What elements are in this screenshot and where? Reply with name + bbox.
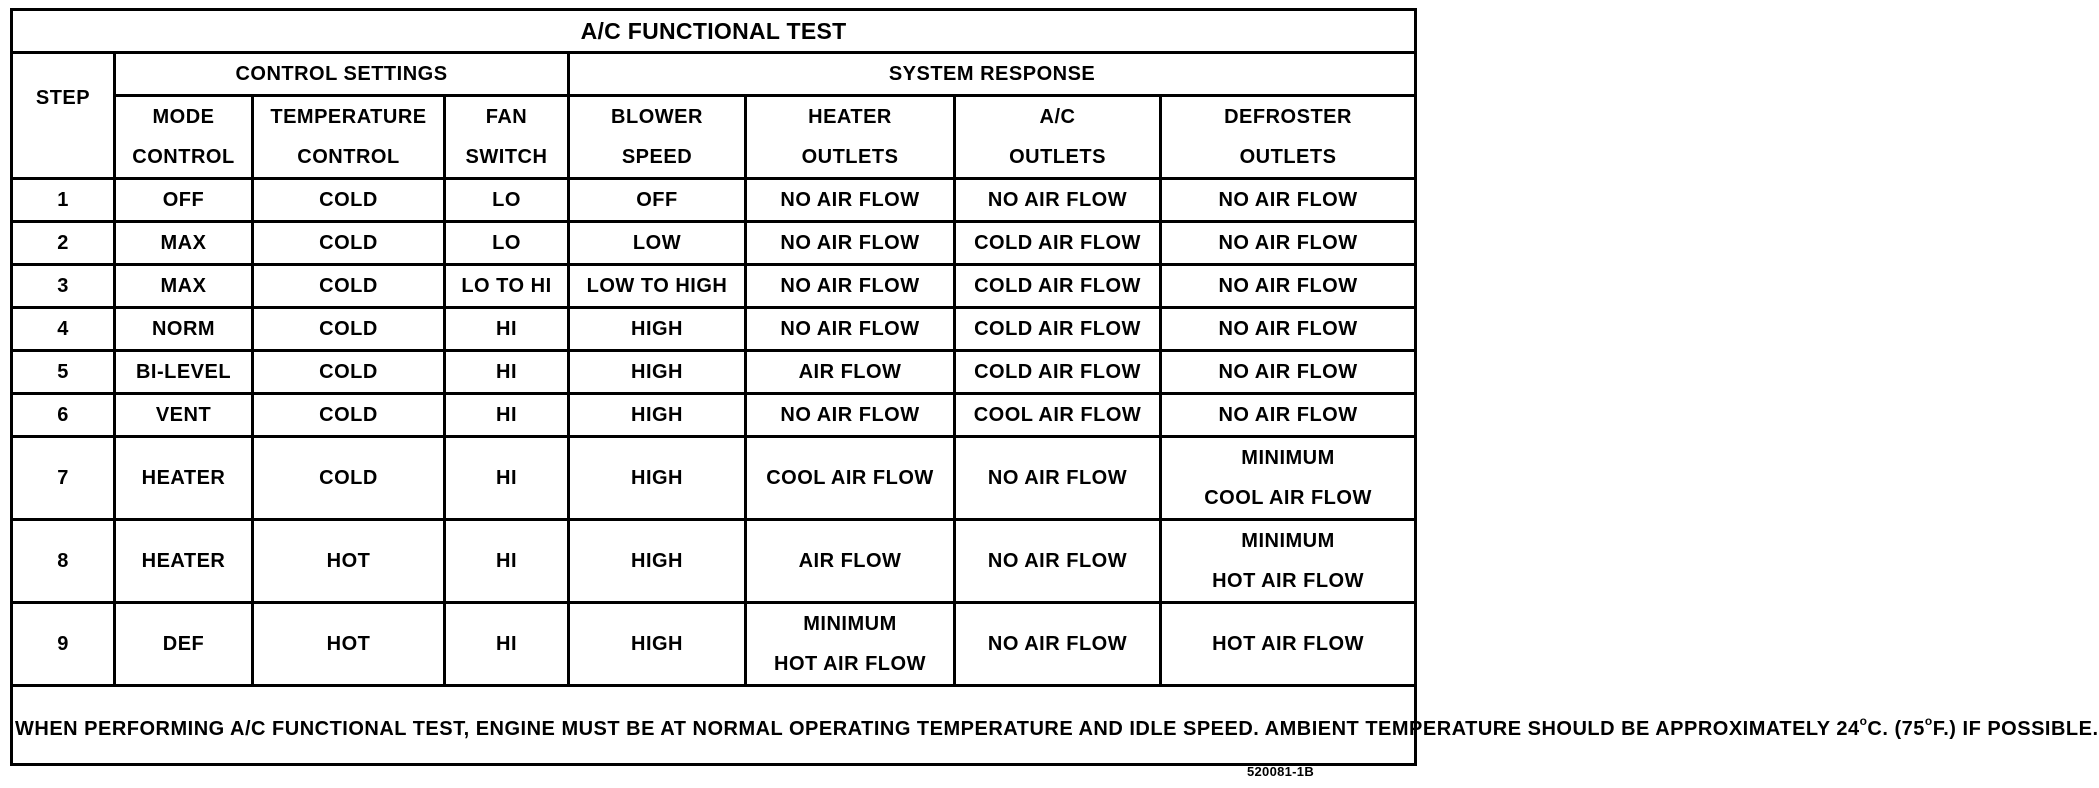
defroster-outlets-cell: HOT AIR FLOW [1161, 603, 1416, 686]
column-headers [12, 96, 1416, 179]
test-steps-body [12, 179, 1416, 686]
step-cell: 5 [12, 351, 115, 394]
table-row [12, 265, 1416, 308]
ac-outlets-cell: COLD AIR FLOW [955, 265, 1161, 308]
ac-outlets-cell: NO AIR FLOW [955, 179, 1161, 222]
fan-switch-cell: HI [445, 394, 569, 437]
temperature-control-cell: HOT [253, 603, 445, 686]
header-ac-outlets: A/C OUTLETS [955, 96, 1161, 179]
step-cell: 8 [12, 520, 115, 603]
fan-switch-cell: LO [445, 222, 569, 265]
defroster-outlets-cell: NO AIR FLOW [1161, 222, 1416, 265]
ac-outlets-cell: NO AIR FLOW [955, 437, 1161, 520]
ac-outlets-cell: COLD AIR FLOW [955, 351, 1161, 394]
fan-switch-cell: LO TO HI [445, 265, 569, 308]
fan-switch-cell: HI [445, 308, 569, 351]
mode-control-cell: HEATER [115, 437, 253, 520]
step-cell: 7 [12, 437, 115, 520]
defroster-outlets-cell: NO AIR FLOW [1161, 179, 1416, 222]
heater-outlets-cell: NO AIR FLOW [746, 222, 955, 265]
functional-test-table-frame [10, 8, 2099, 740]
header-defroster-outlets: DEFROSTER OUTLETS [1161, 96, 1416, 179]
step-cell: 6 [12, 394, 115, 437]
temperature-control-cell: COLD [253, 179, 445, 222]
blower-speed-cell: HIGH [569, 603, 746, 686]
blower-speed-cell: LOW TO HIGH [569, 265, 746, 308]
mode-control-cell: OFF [115, 179, 253, 222]
step-cell: 4 [12, 308, 115, 351]
ac-outlets-cell: COLD AIR FLOW [955, 222, 1161, 265]
blower-speed-cell: LOW [569, 222, 746, 265]
defroster-outlets-cell: MINIMUM COOL AIR FLOW [1161, 437, 1416, 520]
temperature-control-cell: COLD [253, 265, 445, 308]
defroster-outlets-cell: NO AIR FLOW [1161, 265, 1416, 308]
blower-speed-cell: HIGH [569, 351, 746, 394]
table-row [12, 351, 1416, 394]
defroster-outlets-cell: MINIMUM HOT AIR FLOW [1161, 520, 1416, 603]
table-row [12, 222, 1416, 265]
heater-outlets-cell: NO AIR FLOW [746, 179, 955, 222]
table-row [12, 308, 1416, 351]
temperature-control-cell: COLD [253, 222, 445, 265]
header-mode-control: MODE CONTROL [115, 96, 253, 179]
defroster-outlets-cell: NO AIR FLOW [1161, 308, 1416, 351]
defroster-outlets-cell: NO AIR FLOW [1161, 351, 1416, 394]
fan-switch-cell: HI [445, 351, 569, 394]
mode-control-cell: MAX [115, 265, 253, 308]
heater-outlets-cell: NO AIR FLOW [746, 308, 955, 351]
step-cell: 9 [12, 603, 115, 686]
ac-outlets-cell: NO AIR FLOW [955, 603, 1161, 686]
temperature-control-cell: COLD [253, 394, 445, 437]
group-control-settings: CONTROL SETTINGS [115, 53, 569, 96]
ac-outlets-cell: COOL AIR FLOW [955, 394, 1161, 437]
ac-outlets-cell: NO AIR FLOW [955, 520, 1161, 603]
heater-outlets-cell: AIR FLOW [746, 351, 955, 394]
temperature-control-cell: COLD [253, 437, 445, 520]
fan-switch-cell: LO [445, 179, 569, 222]
header-blower-speed: BLOWER SPEED [569, 96, 746, 179]
table-row [12, 520, 1416, 603]
mode-control-cell: BI-LEVEL [115, 351, 253, 394]
table-title: A/C FUNCTIONAL TEST [12, 10, 1416, 53]
heater-outlets-cell: COOL AIR FLOW [746, 437, 955, 520]
temperature-control-cell: HOT [253, 520, 445, 603]
blower-speed-cell: HIGH [569, 308, 746, 351]
group-system-response: SYSTEM RESPONSE [569, 53, 1416, 96]
mode-control-cell: DEF [115, 603, 253, 686]
table-row [12, 437, 1416, 520]
mode-control-cell: MAX [115, 222, 253, 265]
step-cell: 2 [12, 222, 115, 265]
header-step: STEP [12, 53, 115, 179]
step-cell: 1 [12, 179, 115, 222]
step-cell: 3 [12, 265, 115, 308]
figure-code: 520081-1B [1247, 764, 1315, 779]
blower-speed-cell: HIGH [569, 437, 746, 520]
heater-outlets-cell: NO AIR FLOW [746, 394, 955, 437]
table-row [12, 603, 1416, 686]
header-fan-switch: FAN SWITCH [445, 96, 569, 179]
table-row [12, 179, 1416, 222]
ac-outlets-cell: COLD AIR FLOW [955, 308, 1161, 351]
header-temperature-control: TEMPERATURE CONTROL [253, 96, 445, 179]
heater-outlets-cell: NO AIR FLOW [746, 265, 955, 308]
heater-outlets-cell: AIR FLOW [746, 520, 955, 603]
test-note: WHEN PERFORMING A/C FUNCTIONAL TEST, ENGINE MUST BE AT NORMAL OPERATING TEMPERATURE AND IDLE SPEED. AMBIENT TEMPERATURE SHOULD BE APPROXIMATELY 24$^o$C. (75$^o$F.) IF POSSIBLE. [12, 686, 1416, 765]
fan-switch-cell: HI [445, 603, 569, 686]
mode-control-cell: VENT [115, 394, 253, 437]
fan-switch-cell: HI [445, 437, 569, 520]
fan-switch-cell: HI [445, 520, 569, 603]
defroster-outlets-cell: NO AIR FLOW [1161, 394, 1416, 437]
temperature-control-cell: COLD [253, 351, 445, 394]
blower-speed-cell: HIGH [569, 394, 746, 437]
mode-control-cell: HEATER [115, 520, 253, 603]
header-heater-outlets: HEATER OUTLETS [746, 96, 955, 179]
blower-speed-cell: HIGH [569, 520, 746, 603]
mode-control-cell: NORM [115, 308, 253, 351]
functional-test-table [10, 8, 2099, 766]
table-row [12, 394, 1416, 437]
blower-speed-cell: OFF [569, 179, 746, 222]
temperature-control-cell: COLD [253, 308, 445, 351]
heater-outlets-cell: MINIMUM HOT AIR FLOW [746, 603, 955, 686]
